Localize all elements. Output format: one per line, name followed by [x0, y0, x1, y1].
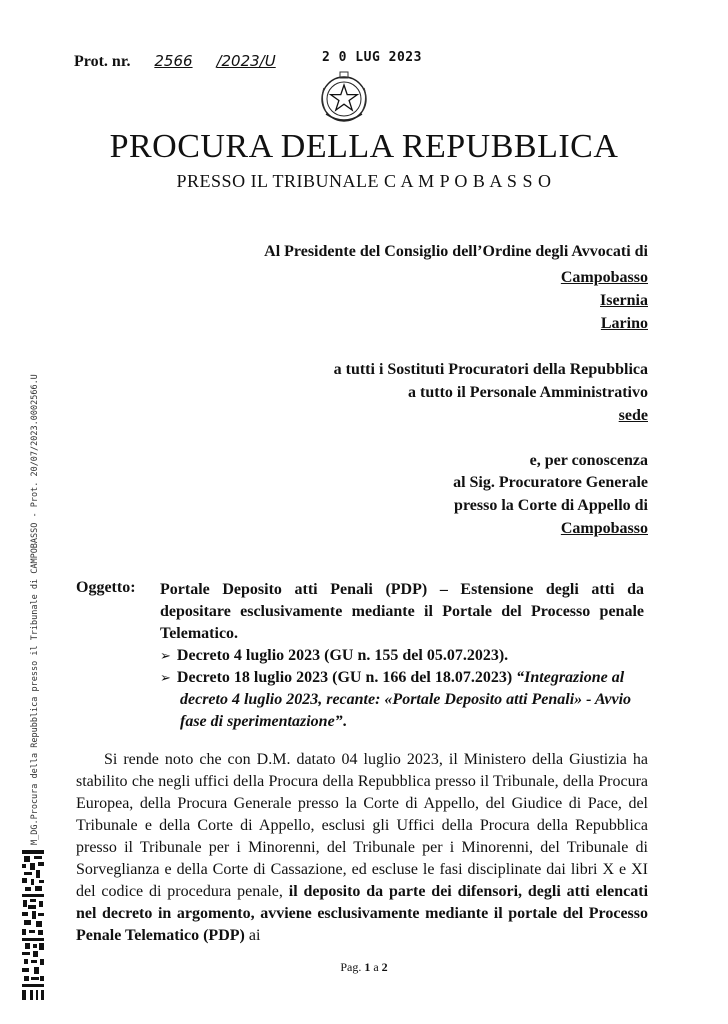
- object-line: Telematico.: [160, 625, 239, 642]
- recipient-line: Al Presidente del Consiglio dell’Ordine degli Avvocati di: [264, 243, 648, 260]
- side-protocol-stamp: M_DG.Procura della Repubblica presso il Tribunale di CAMPOBASSO - Prot. 20/07/2023.0002566.U: [30, 374, 40, 845]
- recipient-line: al Sig. Procuratore Generale: [453, 474, 648, 491]
- protocol-label: Prot. nr.: [74, 53, 131, 70]
- recipient-place: sede: [618, 407, 648, 424]
- office-subtitle: PRESSO IL TRIBUNALE C A M P O B A S S O: [176, 171, 552, 191]
- object-label: Oggetto:: [76, 579, 136, 596]
- qr-code-icon: [22, 850, 44, 1000]
- recipient-line: a tutti i Sostituti Procuratori della Repubblica: [333, 361, 648, 378]
- arrow-bullet-icon: ➢: [160, 649, 171, 664]
- recipient-line: a tutto il Personale Amministrativo: [408, 384, 648, 401]
- object-bullet: ➢ Decreto 18 luglio 2023 (GU n. 166 del 18.07.2023) “Integrazione al: [160, 669, 625, 686]
- recipient-place: Isernia: [600, 292, 648, 309]
- protocol-number-line: [74, 52, 280, 71]
- recipient-line: e, per conoscenza: [529, 452, 648, 469]
- recipient-place: Larino: [600, 315, 648, 332]
- body-text: Si rende noto che con D.M. datato 04 luglio 2023, il Ministero della Giustizia ha stabilito che negli uffici della Procura della Repubblica presso il Tribunale, della Procura Europea, della Procura Generale presso la Corte di Appello, del Giudice di Pace, del Tribunale e della Corte di Appello, esclusi gli Uffici della Procura della Repubblica presso il Tribunale per i Minorenni, del Tribunale per i Minorenni, del Tribunale di Sorveglianza e della Corte di Cassazione, ed escluse le fasi disciplinate dai libri X e XI del codice di procedura penale,: [76, 751, 648, 900]
- body-bold-text: il deposito da parte dei difensori, degli atti elencati nel decreto in argomento, avviene esclusivamente mediante il portale del Processo Penale Telematico (PDP): [76, 883, 649, 944]
- recipient-place: Campobasso: [560, 520, 648, 537]
- object-bullet: ➢ Decreto 4 luglio 2023 (GU n. 155 del 05.07.2023).: [160, 647, 509, 664]
- date-stamp: 2 0 LUG 2023: [322, 50, 422, 65]
- recipient-place: Campobasso: [560, 269, 648, 286]
- protocol-year: /2023/U: [216, 52, 276, 70]
- italian-republic-emblem-icon: [316, 70, 372, 126]
- protocol-number: 2566: [154, 52, 193, 70]
- body-tail-text: ai: [248, 927, 261, 944]
- object-bullet-continuation: fase di sperimentazione”.: [180, 713, 347, 730]
- recipient-line: presso la Corte di Appello di: [454, 497, 648, 514]
- object-bullet-continuation: decreto 4 luglio 2023, recante: «Portale Deposito atti Penali» - Avvio: [180, 691, 632, 708]
- office-title: PROCURA DELLA REPUBBLICA: [109, 128, 619, 165]
- object-line: Portale Deposito atti Penali (PDP) – Estensione degli atti da: [160, 581, 644, 598]
- arrow-bullet-icon: ➢: [160, 671, 171, 686]
- page-number: Pag. 1 a 2: [340, 960, 388, 974]
- object-line: depositare esclusivamente mediante il Portale del Processo penale: [160, 603, 644, 620]
- body-paragraph: [76, 749, 648, 947]
